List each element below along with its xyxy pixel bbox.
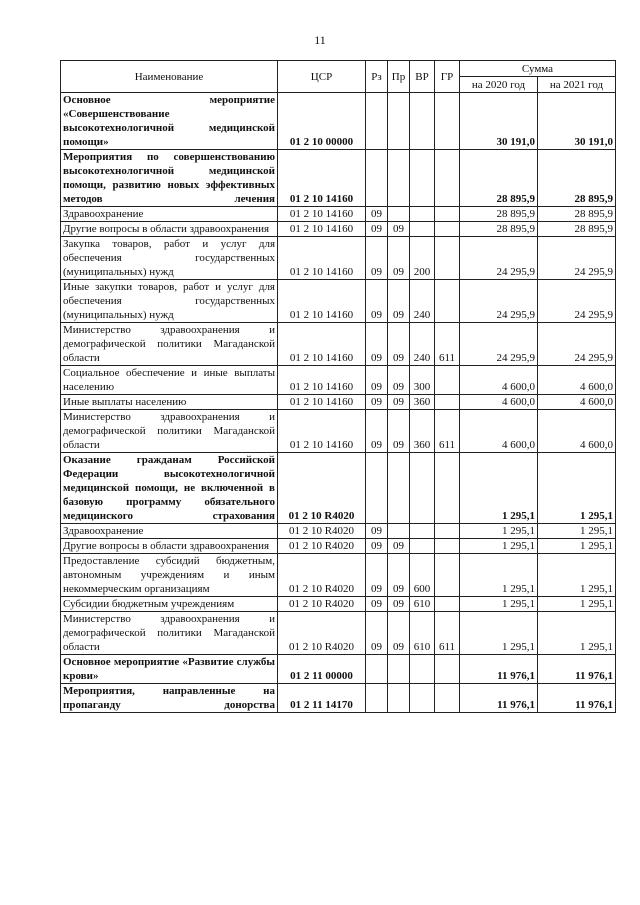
row-sum-2020: 28 895,9: [460, 150, 538, 207]
table-row: [61, 207, 616, 222]
row-name: Социальное обеспечение и иные выплаты населению: [61, 366, 278, 395]
row-vr: [410, 655, 435, 684]
row-sum-2021: 24 295,9: [538, 237, 616, 280]
row-csr: 01 2 10 14160: [278, 366, 366, 395]
row-sum-2021: 1 295,1: [538, 597, 616, 612]
row-rz: [366, 453, 388, 524]
row-sum-2021: 4 600,0: [538, 395, 616, 410]
row-vr: [410, 150, 435, 207]
row-sum-2020: 4 600,0: [460, 410, 538, 453]
row-rz: [366, 655, 388, 684]
row-sum-2020: 4 600,0: [460, 366, 538, 395]
row-name: Здравоохранение: [61, 207, 278, 222]
table-row: [61, 323, 616, 366]
row-sum-2020: 1 295,1: [460, 524, 538, 539]
row-rz: 09: [366, 410, 388, 453]
row-sum-2021: 24 295,9: [538, 280, 616, 323]
row-sum-2021: 30 191,0: [538, 93, 616, 150]
row-sum-2021: 4 600,0: [538, 410, 616, 453]
table-row: [61, 395, 616, 410]
row-gr: [435, 539, 460, 554]
row-csr: 01 2 10 R4020: [278, 612, 366, 655]
row-sum-2021: 11 976,1: [538, 655, 616, 684]
budget-table: [60, 60, 616, 713]
row-pr: 09: [388, 597, 410, 612]
row-csr: 01 2 10 R4020: [278, 524, 366, 539]
row-sum-2021: 1 295,1: [538, 453, 616, 524]
row-sum-2021: 11 976,1: [538, 684, 616, 713]
row-csr: 01 2 10 14160: [278, 280, 366, 323]
row-csr: 01 2 11 00000: [278, 655, 366, 684]
row-name: Здравоохранение: [61, 524, 278, 539]
row-rz: 09: [366, 237, 388, 280]
row-rz: 09: [366, 222, 388, 237]
header-sum: Сумма: [460, 61, 616, 77]
row-csr: 01 2 10 R4020: [278, 539, 366, 554]
header-pr: Пр: [388, 61, 410, 93]
row-csr: 01 2 10 R4020: [278, 554, 366, 597]
row-sum-2020: 28 895,9: [460, 207, 538, 222]
row-vr: [410, 93, 435, 150]
row-sum-2020: 30 191,0: [460, 93, 538, 150]
row-gr: [435, 93, 460, 150]
row-rz: 09: [366, 539, 388, 554]
row-rz: 09: [366, 612, 388, 655]
row-rz: 09: [366, 323, 388, 366]
table-row: [61, 539, 616, 554]
row-sum-2021: 1 295,1: [538, 554, 616, 597]
row-name: Другие вопросы в области здравоохранения: [61, 222, 278, 237]
table-row: [61, 410, 616, 453]
row-sum-2021: 1 295,1: [538, 524, 616, 539]
row-rz: [366, 93, 388, 150]
row-sum-2020: 1 295,1: [460, 453, 538, 524]
row-gr: 611: [435, 410, 460, 453]
table-row: [61, 684, 616, 713]
row-gr: 611: [435, 323, 460, 366]
row-vr: [410, 207, 435, 222]
header-csr: ЦСР: [278, 61, 366, 93]
table-row: [61, 366, 616, 395]
row-pr: [388, 93, 410, 150]
row-gr: [435, 597, 460, 612]
table-body: [61, 93, 616, 713]
row-vr: 300: [410, 366, 435, 395]
row-gr: [435, 150, 460, 207]
row-gr: [435, 207, 460, 222]
header-rz: Рз: [366, 61, 388, 93]
row-gr: [435, 237, 460, 280]
row-sum-2021: 28 895,9: [538, 207, 616, 222]
row-sum-2020: 1 295,1: [460, 554, 538, 597]
row-sum-2021: 1 295,1: [538, 612, 616, 655]
table-row: [61, 524, 616, 539]
row-gr: [435, 684, 460, 713]
row-sum-2020: 28 895,9: [460, 222, 538, 237]
row-name: Субсидии бюджетным учреждениям: [61, 597, 278, 612]
row-sum-2020: 1 295,1: [460, 612, 538, 655]
row-gr: [435, 453, 460, 524]
row-vr: 360: [410, 410, 435, 453]
row-csr: 01 2 10 14160: [278, 150, 366, 207]
row-pr: 09: [388, 554, 410, 597]
table-row: [61, 222, 616, 237]
row-csr: 01 2 10 R4020: [278, 453, 366, 524]
row-csr: 01 2 10 14160: [278, 207, 366, 222]
row-name: Основное мероприятие «Совершенствование высокотехнологичной медицинской помощи»: [61, 93, 278, 150]
row-pr: 09: [388, 395, 410, 410]
row-vr: [410, 524, 435, 539]
row-sum-2021: 28 895,9: [538, 150, 616, 207]
row-vr: 610: [410, 612, 435, 655]
row-name: Основное мероприятие «Развитие службы крови»: [61, 655, 278, 684]
row-rz: 09: [366, 366, 388, 395]
row-pr: 09: [388, 237, 410, 280]
row-gr: [435, 395, 460, 410]
row-vr: 360: [410, 395, 435, 410]
row-vr: [410, 539, 435, 554]
row-vr: [410, 684, 435, 713]
row-pr: 09: [388, 539, 410, 554]
row-csr: 01 2 10 14160: [278, 323, 366, 366]
row-gr: [435, 366, 460, 395]
row-gr: 611: [435, 612, 460, 655]
row-sum-2020: 4 600,0: [460, 395, 538, 410]
row-name: Иные выплаты населению: [61, 395, 278, 410]
row-rz: [366, 150, 388, 207]
row-sum-2020: 1 295,1: [460, 539, 538, 554]
header-name: Наименование: [61, 61, 278, 93]
row-csr: 01 2 10 14160: [278, 222, 366, 237]
table-row: [61, 612, 616, 655]
table-row: [61, 150, 616, 207]
row-name: Закупка товаров, работ и услуг для обеспечения государственных (муниципальных) нужд: [61, 237, 278, 280]
row-pr: [388, 524, 410, 539]
row-sum-2020: 24 295,9: [460, 237, 538, 280]
table-row: [61, 655, 616, 684]
row-name: Другие вопросы в области здравоохранения: [61, 539, 278, 554]
row-csr: 01 2 10 00000: [278, 93, 366, 150]
row-csr: 01 2 10 14160: [278, 410, 366, 453]
row-name: Предоставление субсидий бюджетным, автономным учреждениям и иным некоммерческим организациям: [61, 554, 278, 597]
row-name: Мероприятия, направленные на пропаганду донорства: [61, 684, 278, 713]
table-row: [61, 93, 616, 150]
row-vr: 240: [410, 323, 435, 366]
row-gr: [435, 222, 460, 237]
header-year-2020: на 2020 год: [460, 77, 538, 93]
row-pr: 09: [388, 222, 410, 237]
row-pr: [388, 684, 410, 713]
row-name: Мероприятия по совершенствованию высокотехнологичной медицинской помощи, развитию новых эффективных методов лечения: [61, 150, 278, 207]
row-pr: 09: [388, 366, 410, 395]
row-csr: 01 2 10 14160: [278, 237, 366, 280]
row-pr: [388, 150, 410, 207]
header-vr: ВР: [410, 61, 435, 93]
row-rz: 09: [366, 554, 388, 597]
row-pr: 09: [388, 280, 410, 323]
row-vr: 610: [410, 597, 435, 612]
row-sum-2020: 1 295,1: [460, 597, 538, 612]
row-rz: 09: [366, 524, 388, 539]
row-sum-2021: 1 295,1: [538, 539, 616, 554]
row-gr: [435, 280, 460, 323]
row-sum-2021: 24 295,9: [538, 323, 616, 366]
row-csr: 01 2 10 14160: [278, 395, 366, 410]
table-row: [61, 597, 616, 612]
row-vr: [410, 453, 435, 524]
row-csr: 01 2 11 14170: [278, 684, 366, 713]
row-sum-2020: 24 295,9: [460, 323, 538, 366]
row-vr: 240: [410, 280, 435, 323]
table-row: [61, 237, 616, 280]
row-name: Иные закупки товаров, работ и услуг для обеспечения государственных (муниципальных) нужд: [61, 280, 278, 323]
row-gr: [435, 655, 460, 684]
row-rz: 09: [366, 597, 388, 612]
row-sum-2020: 24 295,9: [460, 280, 538, 323]
row-csr: 01 2 10 R4020: [278, 597, 366, 612]
row-rz: 09: [366, 207, 388, 222]
row-vr: [410, 222, 435, 237]
row-rz: 09: [366, 395, 388, 410]
row-gr: [435, 524, 460, 539]
row-pr: 09: [388, 323, 410, 366]
row-name: Министерство здравоохранения и демографической политики Магаданской области: [61, 410, 278, 453]
page-number: 11: [314, 33, 326, 47]
row-rz: 09: [366, 280, 388, 323]
row-vr: 200: [410, 237, 435, 280]
row-pr: 09: [388, 612, 410, 655]
header-gr: ГР: [435, 61, 460, 93]
row-pr: 09: [388, 410, 410, 453]
row-pr: [388, 207, 410, 222]
row-pr: [388, 655, 410, 684]
row-name: Оказание гражданам Российской Федерации высокотехнологичной медицинской помощи, не включенной в базовую программу обязательного медицинского страхования: [61, 453, 278, 524]
row-sum-2021: 28 895,9: [538, 222, 616, 237]
table-row: [61, 280, 616, 323]
row-sum-2021: 4 600,0: [538, 366, 616, 395]
row-sum-2020: 11 976,1: [460, 655, 538, 684]
header-year-2021: на 2021 год: [538, 77, 616, 93]
table-row: [61, 453, 616, 524]
row-name: Министерство здравоохранения и демографической политики Магаданской области: [61, 612, 278, 655]
row-name: Министерство здравоохранения и демографической политики Магаданской области: [61, 323, 278, 366]
row-vr: 600: [410, 554, 435, 597]
row-pr: [388, 453, 410, 524]
row-sum-2020: 11 976,1: [460, 684, 538, 713]
row-gr: [435, 554, 460, 597]
table-row: [61, 554, 616, 597]
row-rz: [366, 684, 388, 713]
